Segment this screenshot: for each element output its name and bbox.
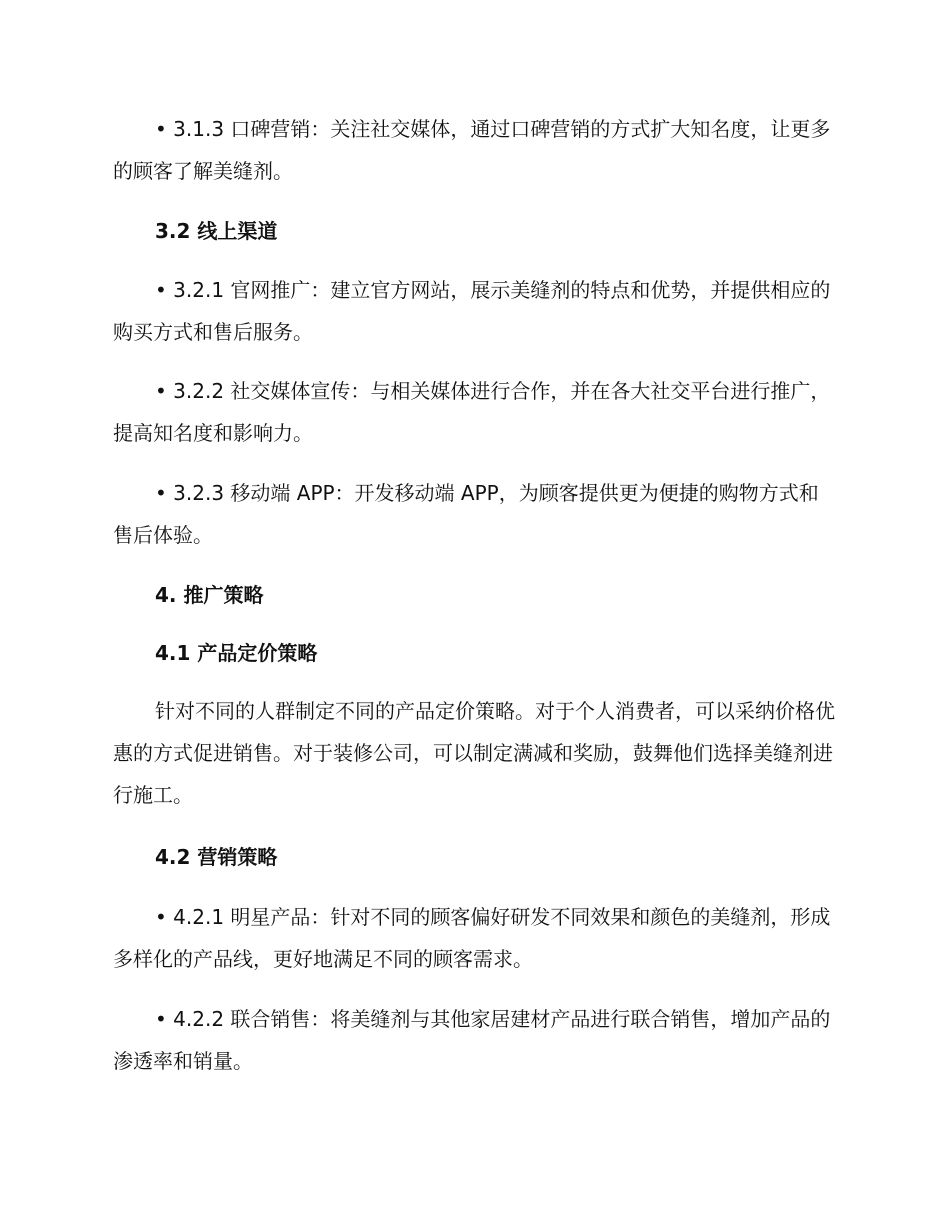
heading-4-1: 4.1 产品定价策略 [155,641,318,665]
paragraph-4-1: 针对不同的人群制定不同的产品定价策略。对于个人消费者，可以采纳价格优惠的方式促进销售。对于装修公司，可以制定满减和奖励，鼓舞他们选择美缝剂进行施工。 [113,699,835,807]
bullet-3-1-3: • 3.1.3 口碑营销：关注社交媒体，通过口碑营销的方式扩大知名度，让更多的顾客了解美缝剂。 [113,117,831,183]
heading-4-2: 4.2 营销策略 [155,845,278,869]
bullet-3-2-2: • 3.2.2 社交媒体宣传：与相关媒体进行合作，并在各大社交平台进行推广，提高知名度和影响力。 [113,379,831,445]
heading-4: 4. 推广策略 [155,583,264,607]
heading-3-2: 3.2 线上渠道 [155,219,278,243]
bullet-3-2-3: • 3.2.3 移动端 APP：开发移动端 APP，为顾客提供更为便捷的购物方式和售后体验。 [113,481,819,547]
bullet-4-2-1: • 4.2.1 明星产品：针对不同的顾客偏好研发不同效果和颜色的美缝剂，形成多样化的产品线，更好地满足不同的顾客需求。 [113,905,831,971]
bullet-4-2-2: • 4.2.2 联合销售：将美缝剂与其他家居建材产品进行联合销售，增加产品的渗透率和销量。 [113,1007,831,1073]
bullet-3-2-1: • 3.2.1 官网推广：建立官方网站，展示美缝剂的特点和优势，并提供相应的购买方式和售后服务。 [113,278,831,344]
